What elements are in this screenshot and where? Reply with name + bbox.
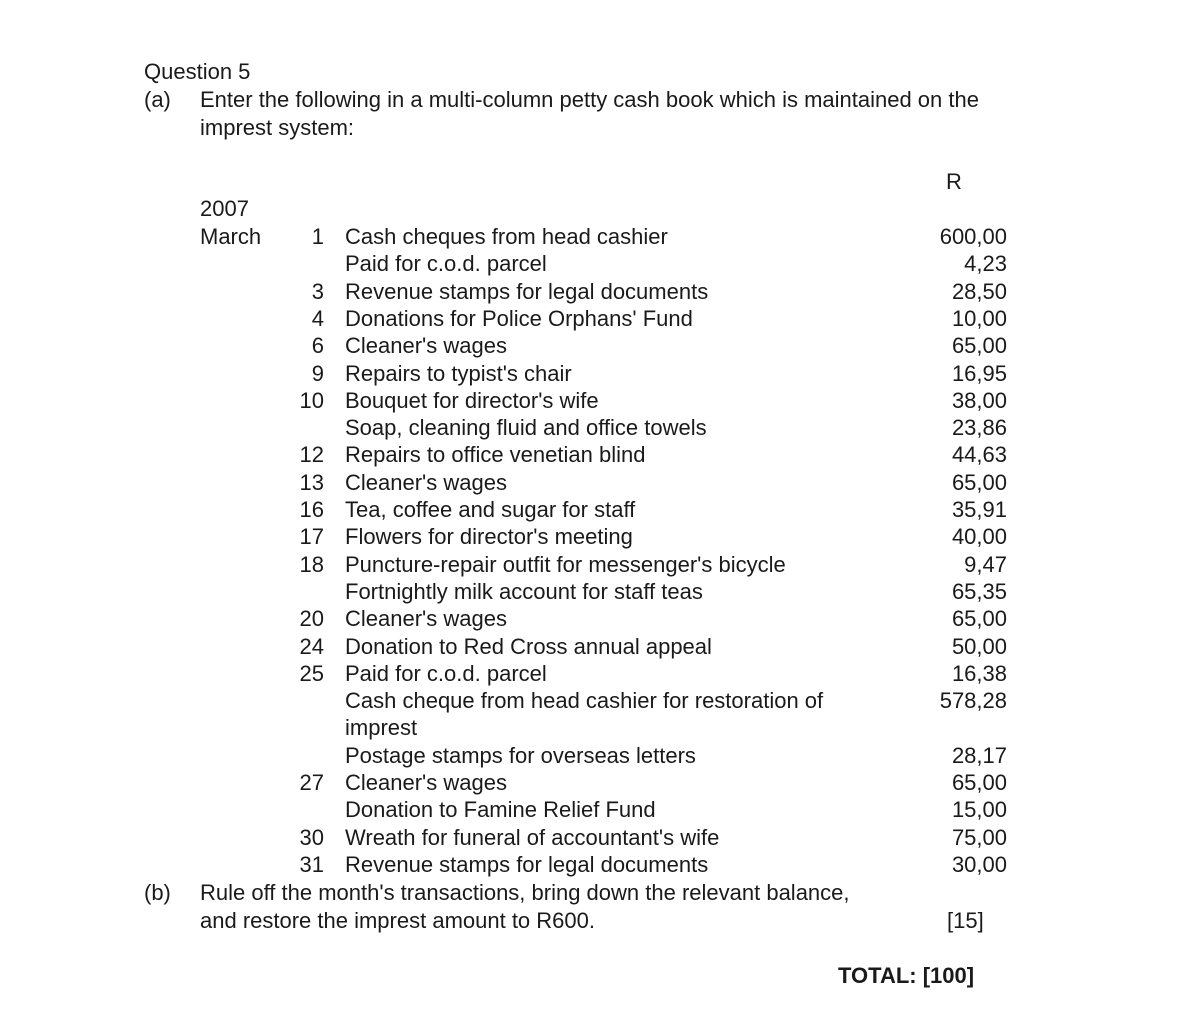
transaction-day: 12	[299, 442, 324, 468]
transaction-amount: 10,00	[951, 305, 1007, 331]
currency-header: R	[946, 169, 962, 194]
transaction-description: Donation to Red Cross annual appeal	[345, 633, 712, 659]
total-marks: TOTAL: [100]	[838, 963, 975, 988]
transaction-amount: 28,50	[951, 278, 1007, 304]
part-b-line1: Rule off the month's transactions, bring down the relevant balance,	[200, 880, 850, 905]
transaction-description: Puncture-repair outfit for messenger's bicycle	[345, 551, 786, 577]
transaction-description: Revenue stamps for legal documents	[345, 851, 709, 877]
part-b-line2: and restore the imprest amount to R600.	[200, 908, 595, 933]
transaction-description: Soap, cleaning fluid and office towels	[345, 415, 707, 441]
transaction-amount: 75,00	[951, 824, 1007, 850]
transaction-amount: 50,00	[951, 633, 1007, 659]
transaction-description-continued: imprest	[345, 715, 418, 741]
part-a-line1: Enter the following in a multi-column petty cash book which is maintained on the	[200, 87, 979, 112]
transaction-day: 1	[311, 224, 324, 249]
transaction-description: Flowers for director's meeting	[345, 524, 633, 550]
transaction-amount: 15,00	[951, 797, 1007, 823]
transaction-description: Repairs to office venetian blind	[345, 442, 646, 468]
transaction-amount: 16,38	[951, 660, 1007, 686]
transaction-description: Revenue stamps for legal documents	[345, 278, 709, 304]
transaction-description: Bouquet for director's wife	[345, 387, 599, 413]
transaction-day: 17	[299, 524, 324, 550]
transaction-description: Wreath for funeral of accountant's wife	[345, 824, 720, 850]
transaction-amount: 65,00	[951, 333, 1007, 359]
transaction-description: Paid for c.o.d. parcel	[345, 660, 547, 686]
transaction-day: 16	[299, 497, 324, 522]
transaction-description: Cleaner's wages	[345, 469, 507, 495]
transaction-description: Donations for Police Orphans' Fund	[345, 305, 693, 331]
transaction-amount: 4,23	[964, 251, 1007, 277]
transaction-amount: 38,00	[951, 387, 1007, 413]
month: March	[200, 224, 262, 249]
transaction-day: 9	[311, 360, 324, 386]
transaction-amount: 30,00	[951, 851, 1007, 877]
transaction-amount: 9,47	[964, 551, 1007, 577]
transaction-amount: 65,35	[951, 578, 1007, 604]
transaction-day: 6	[311, 333, 324, 359]
transaction-day: 10	[299, 387, 324, 413]
transaction-day: 24	[299, 633, 324, 659]
transaction-day: 18	[299, 551, 324, 577]
transaction-description: Cleaner's wages	[345, 333, 507, 359]
transaction-day: 31	[299, 851, 324, 877]
transaction-amount: 65,00	[951, 606, 1007, 632]
transaction-description: Donation to Famine Relief Fund	[345, 797, 656, 823]
transaction-amount: 35,91	[951, 497, 1007, 522]
transaction-day: 4	[311, 305, 324, 331]
transaction-description: Cash cheque from head cashier for restoration of	[345, 688, 824, 714]
transaction-amount: 16,95	[951, 360, 1007, 386]
transaction-description: Repairs to typist's chair	[345, 360, 572, 386]
transaction-day: 25	[299, 660, 324, 686]
part-b-marks: [15]	[947, 908, 984, 933]
transaction-amount: 40,00	[951, 524, 1007, 550]
transaction-amount: 44,63	[951, 442, 1007, 468]
transaction-day: 3	[311, 278, 324, 304]
transaction-description: Fortnightly milk account for staff teas	[345, 578, 703, 604]
part-a-label: (a)	[144, 87, 171, 112]
transaction-amount: 65,00	[951, 469, 1007, 495]
part-b-label: (b)	[144, 880, 171, 905]
transaction-amount: 23,86	[951, 415, 1007, 441]
transaction-day: 27	[299, 770, 324, 795]
transaction-amount: 600,00	[939, 224, 1007, 249]
transaction-amount: 578,28	[939, 688, 1007, 714]
transaction-day: 20	[299, 606, 324, 632]
transaction-amount: 28,17	[951, 742, 1007, 768]
transaction-day: 30	[299, 824, 324, 850]
transaction-description: Cleaner's wages	[345, 606, 507, 632]
transaction-description: Paid for c.o.d. parcel	[345, 251, 547, 277]
question-title: Question 5	[144, 59, 251, 84]
year: 2007	[200, 196, 249, 221]
transaction-description: Tea, coffee and sugar for staff	[345, 497, 636, 522]
transaction-description: Cash cheques from head cashier	[345, 224, 668, 249]
transaction-amount: 65,00	[951, 770, 1007, 795]
transaction-description: Cleaner's wages	[345, 770, 507, 795]
transaction-day: 13	[299, 469, 324, 495]
transaction-description: Postage stamps for overseas letters	[345, 742, 696, 768]
part-a-line2: imprest system:	[200, 115, 355, 140]
